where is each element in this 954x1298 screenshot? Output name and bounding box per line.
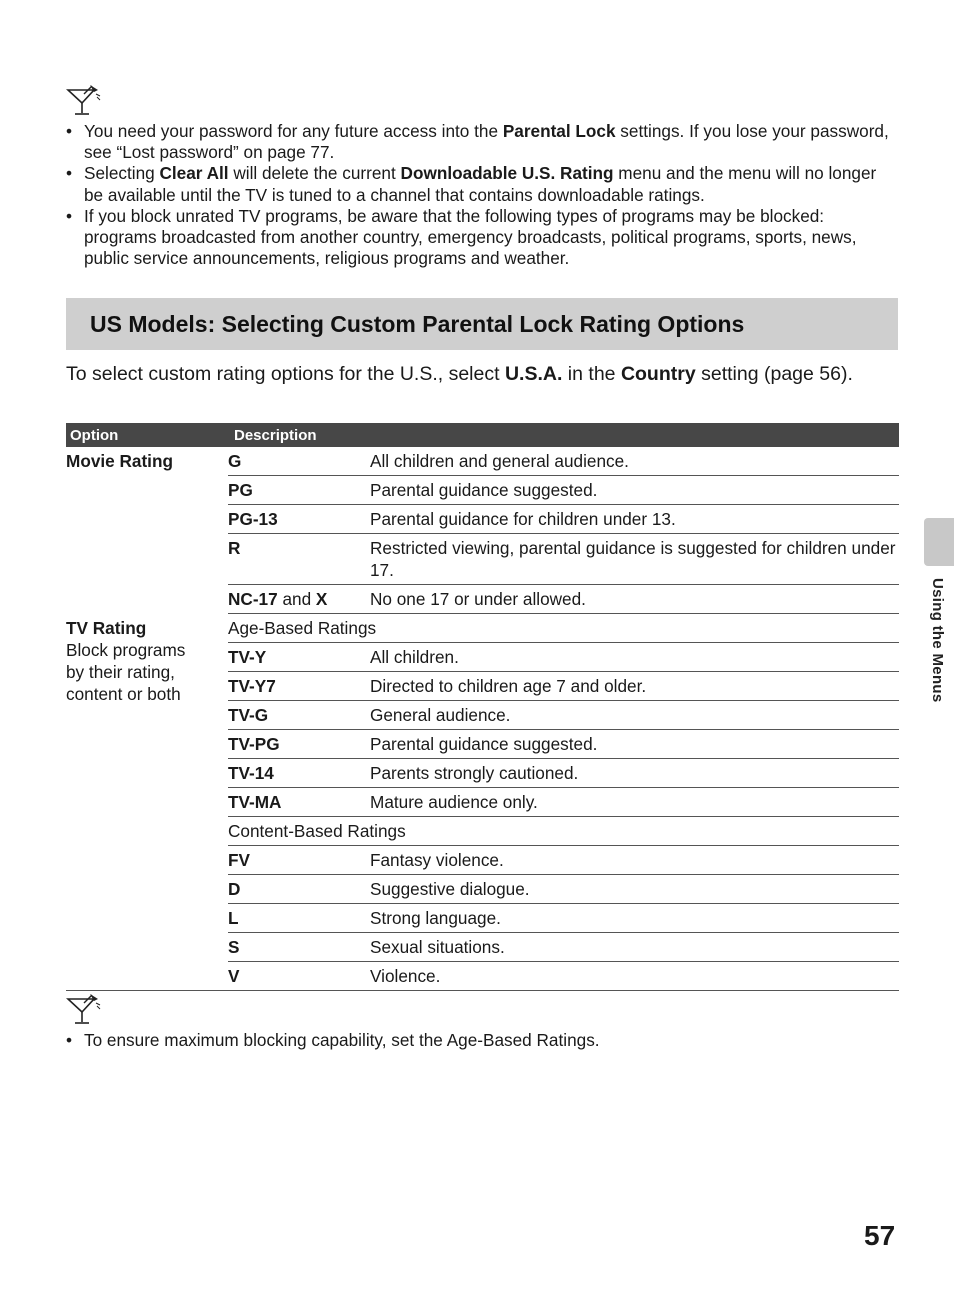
side-label: Using the Menus [929, 578, 946, 703]
rating-code: D [228, 875, 370, 904]
rating-code: TV-Y7 [228, 672, 370, 701]
age-based-heading: Age-Based Ratings [228, 614, 899, 643]
bottom-note [66, 1030, 898, 1051]
rating-description: Parents strongly cautioned. [370, 759, 899, 788]
tip-icon [66, 84, 102, 116]
rating-code: TV-14 [228, 759, 370, 788]
side-tab [924, 518, 954, 566]
rating-description: Parental guidance suggested. [370, 730, 899, 759]
rating-description: Strong language. [370, 904, 899, 933]
rating-description: Parental guidance suggested. [370, 476, 899, 505]
rating-description: All children. [370, 643, 899, 672]
intro-text-1: To select custom rating options for the U.S., select [66, 363, 505, 385]
rating-code: TV-PG [228, 730, 370, 759]
intro-paragraph [66, 362, 898, 386]
bullet: • [66, 121, 73, 141]
page-number: 57 [864, 1220, 896, 1251]
rating-code [228, 585, 370, 614]
rating-code-nc17: NC-17 [228, 589, 278, 609]
rating-description: No one 17 or under allowed. [370, 585, 899, 614]
note-bold-term: Parental Lock [502, 121, 616, 141]
rating-description: Fantasy violence. [370, 846, 899, 875]
rating-code: PG-13 [228, 505, 370, 534]
section-heading-bar [66, 298, 898, 350]
intro-country: Country [620, 363, 696, 385]
table-header-row [66, 423, 899, 447]
rating-description: Directed to children age 7 and older. [370, 672, 899, 701]
note-item [66, 206, 898, 270]
section-title: US Models: Selecting Custom Parental Lock Rating Options [90, 311, 745, 337]
movie-rating-option [66, 447, 228, 614]
content-based-heading: Content-Based Ratings [228, 817, 899, 846]
tv-rating-subtitle: content or both [66, 683, 181, 704]
rating-code-and: and [277, 589, 316, 609]
rating-code: TV-Y [228, 643, 370, 672]
intro-text-3: setting (page 56). [695, 363, 853, 385]
ratings-table [66, 423, 899, 991]
table-row [66, 614, 899, 643]
rating-code: S [228, 933, 370, 962]
tv-rating-title: TV Rating [66, 617, 147, 638]
rating-code: G [228, 447, 370, 476]
rating-code: TV-MA [228, 788, 370, 817]
rating-code-x: X [315, 589, 328, 609]
rating-description: All children and general audience. [370, 447, 899, 476]
note-text: If you block unrated TV programs, be aware that the following types of programs may be blocked: programs broadcasted from another country, emergency broadcasts, political programs, sports, news, public service announcements, religious programs and weather. [84, 205, 857, 269]
rating-description: Restricted viewing, parental guidance is suggested for children under 17. [370, 534, 899, 585]
note-item [66, 163, 898, 205]
note-text: menu and the menu will no longer be available until the TV is tuned to a channel that contains downloadable ratings. [84, 163, 877, 205]
table-row [66, 447, 899, 476]
header-description: Description [228, 423, 899, 447]
table-bottom-rule [66, 990, 899, 991]
rating-code: V [228, 962, 370, 991]
tv-rating-option [66, 614, 228, 991]
rating-description: Violence. [370, 962, 899, 991]
bullet: • [66, 163, 73, 184]
rating-code: PG [228, 476, 370, 505]
tip-icon [66, 993, 102, 1025]
rating-description: General audience. [370, 701, 899, 730]
note-text: will delete the current [228, 163, 401, 184]
note-bold-term: Downloadable U.S. Rating [400, 163, 614, 184]
rating-code: R [228, 534, 370, 585]
note-item [66, 121, 898, 163]
tv-rating-subtitle: by their rating, [66, 661, 175, 682]
rating-description: Mature audience only. [370, 788, 899, 817]
bottom-notes-list [66, 1030, 898, 1051]
rating-description: Parental guidance for children under 13. [370, 505, 899, 534]
bullet: • [66, 205, 73, 226]
intro-usa: U.S.A. [504, 363, 563, 385]
note-text: Selecting [84, 163, 160, 184]
bullet: • [66, 1030, 73, 1050]
header-option: Option [66, 423, 228, 447]
movie-rating-title: Movie Rating [66, 451, 173, 471]
note-bold-term: Clear All [159, 163, 229, 184]
rating-code: TV-G [228, 701, 370, 730]
rating-description: Suggestive dialogue. [370, 875, 899, 904]
top-notes-list [66, 121, 898, 269]
rating-description: Sexual situations. [370, 933, 899, 962]
rating-code: L [228, 904, 370, 933]
tv-rating-subtitle: Block programs [66, 639, 186, 660]
intro-text-2: in the [562, 363, 621, 385]
note-text: You need your password for any future access into the [84, 121, 503, 141]
rating-code: FV [228, 846, 370, 875]
bottom-note-text: To ensure maximum blocking capability, set the Age-Based Ratings. [84, 1030, 600, 1050]
note-text: settings. If you lose your password, see “Lost password” on page 77. [84, 121, 889, 163]
